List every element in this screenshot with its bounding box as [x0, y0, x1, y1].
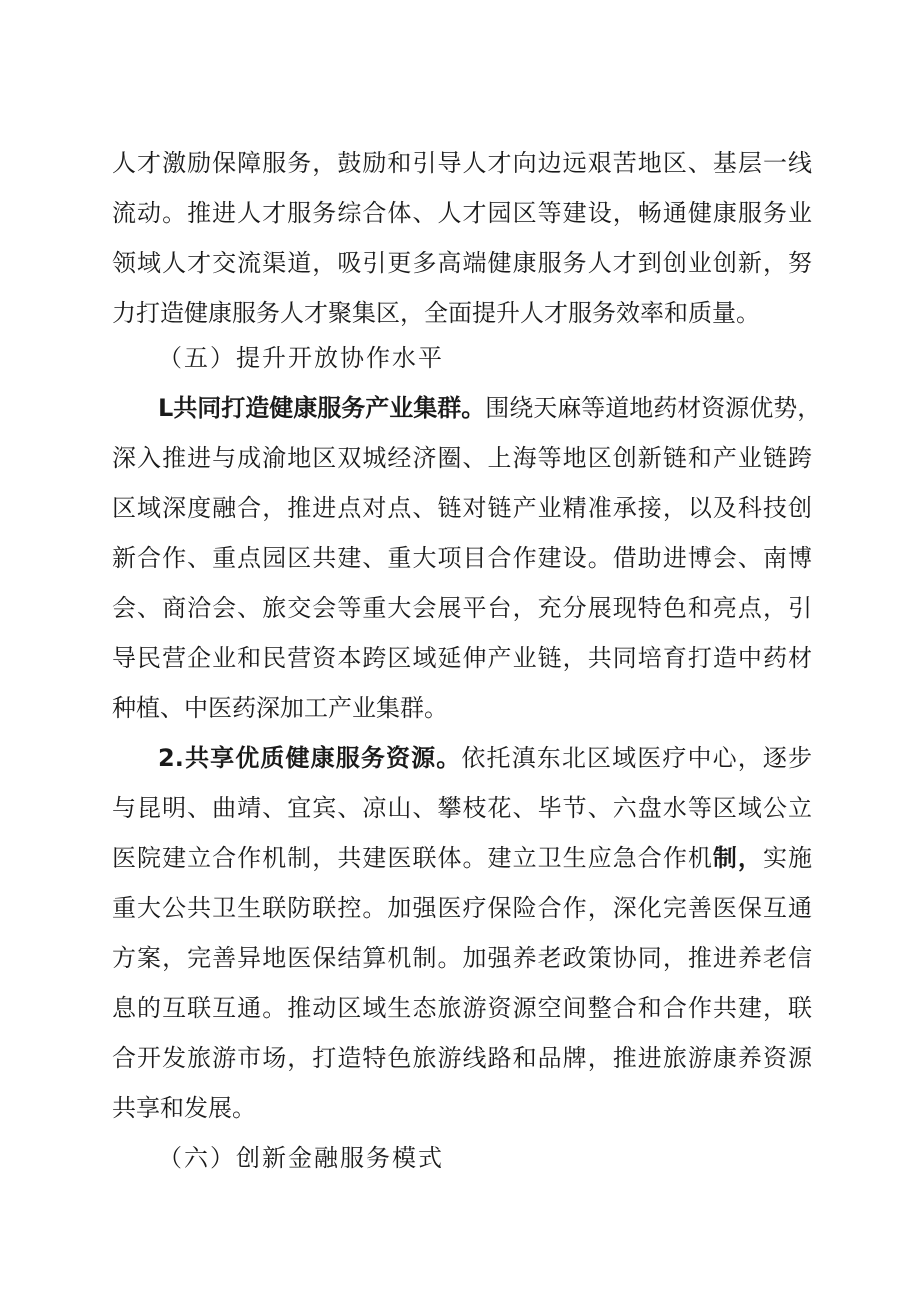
paragraph-line: 领域人才交流渠道，吸引更多高端健康服务人才到创业创新，努	[112, 249, 812, 277]
line-text: 实施	[762, 844, 813, 872]
paragraph-line: 人才激励保障服务，鼓励和引导人才向边远艰苦地区、基层一线	[112, 149, 812, 177]
paragraph-first-line	[158, 388, 822, 428]
paragraph-line: 共享和发展。	[112, 1094, 256, 1122]
paragraph-line: 力打造健康服务人才聚集区，全面提升人才服务效率和质量。	[112, 299, 760, 327]
paragraph-line: 合开发旅游市场，打造特色旅游线路和品牌，推进旅游康养资源	[112, 1044, 812, 1072]
paragraph-line: 导民营企业和民营资本跨区域延伸产业链，共同培育打造中药材	[112, 644, 812, 672]
section-heading-6: （六）创新金融服务模式	[158, 1144, 444, 1172]
item-lead-text: 围绕天麻等道地药材资源优势，	[485, 394, 822, 422]
paragraph-first-line	[158, 738, 812, 778]
paragraph-line: 区域深度融合，推进点对点、链对链产业精准承接，以及科技创	[112, 494, 812, 522]
line-text-bold: 制，	[712, 844, 763, 872]
paragraph-line: 深入推进与成渝地区双城经济圈、上海等地区创新链和产业链跨	[112, 444, 812, 472]
item-lead-title: 2.共享优质健康服务资源。	[158, 744, 462, 772]
line-text: 医院建立合作机制，共建医联体。建立卫生应急合作机	[112, 844, 713, 872]
paragraph-line: 会、商洽会、旅交会等重大会展平台，充分展现特色和亮点，引	[112, 594, 812, 622]
paragraph-line: 息的互联互通。推动区域生态旅游资源空间整合和合作共建，联	[112, 994, 812, 1022]
paragraph-line: 新合作、重点园区共建、重大项目合作建设。借助进博会、南博	[112, 544, 812, 572]
item-lead-text: 依托滇东北区域医疗中心，逐步	[461, 744, 812, 772]
paragraph-line: 与昆明、曲靖、宜宾、凉山、攀枝花、毕节、六盘水等区域公立	[112, 794, 812, 822]
paragraph-line	[112, 838, 812, 878]
paragraph-line: 流动。推进人才服务综合体、人才园区等建设，畅通健康服务业	[112, 199, 812, 227]
item-lead-title: L共同打造健康服务产业集群。	[158, 394, 486, 422]
paragraph-line: 种植、中医药深加工产业集群。	[112, 694, 448, 722]
paragraph-line: 方案，完善异地医保结算机制。加强养老政策协同，推进养老信	[112, 944, 812, 972]
paragraph-line: 重大公共卫生联防联控。加强医疗保险合作，深化完善医保互通	[112, 894, 812, 922]
section-heading-5: （五）提升开放协作水平	[158, 344, 444, 372]
